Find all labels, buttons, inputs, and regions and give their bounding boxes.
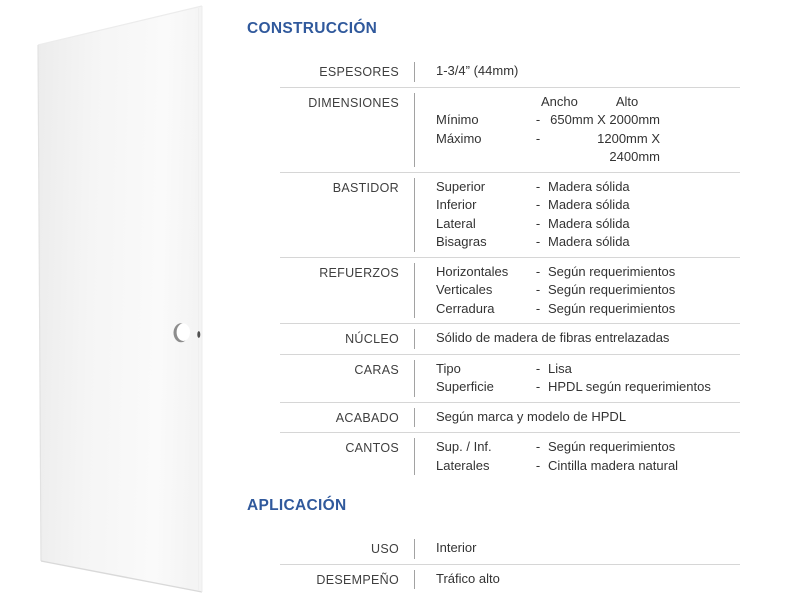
table-row — [247, 173, 740, 258]
spec-content — [247, 20, 740, 595]
item-value: 650mm X 2000mm — [550, 112, 660, 127]
row-label: REFUERZOS — [247, 263, 415, 319]
item-value: Lisa — [548, 360, 572, 376]
item-value: Madera sólida — [548, 234, 630, 249]
row-content — [415, 408, 740, 428]
item-value: Madera sólida — [548, 215, 630, 231]
door-product-image — [0, 0, 240, 600]
spec-item — [436, 130, 740, 167]
item-name: Cerradura — [436, 300, 495, 316]
item-value: Según requerimientos — [548, 282, 676, 297]
table-row — [247, 355, 740, 403]
row-label: DIMENSIONES — [247, 93, 415, 167]
row-content — [415, 570, 740, 590]
item-value: Según requerimientos — [548, 263, 676, 279]
item-name: Horizontales — [436, 263, 509, 279]
spec-item — [436, 178, 740, 197]
dims-col-header-ancho: Ancho — [541, 93, 578, 109]
row-content — [415, 539, 740, 559]
table-row — [247, 565, 740, 596]
item-name: Laterales — [436, 457, 490, 473]
item-name: Mínimo — [436, 112, 479, 127]
item-name: Verticales — [436, 282, 493, 297]
item-separator: - — [535, 457, 541, 473]
item-name: Sup. / Inf. — [436, 439, 492, 454]
spec-item — [436, 281, 740, 300]
item-value: Según requerimientos — [548, 300, 676, 316]
item-value: Cintilla madera natural — [548, 457, 679, 473]
table-row — [247, 528, 740, 565]
item-separator: - — [535, 439, 541, 454]
item-value: Madera sólida — [548, 178, 630, 194]
item-name: Superficie — [436, 379, 494, 394]
item-name: Tipo — [436, 360, 461, 376]
item-separator: - — [535, 112, 541, 127]
spec-item — [436, 360, 740, 379]
item-separator: - — [535, 197, 541, 212]
item-value: 1200mm X 2400mm — [597, 130, 660, 164]
spec-item — [436, 457, 740, 476]
row-label: DESEMPEÑO — [247, 570, 415, 590]
item-value: HPDL según requerimientos — [548, 379, 711, 394]
spec-item — [436, 111, 740, 130]
section-title: APLICACIÓN — [247, 497, 347, 514]
row-label: ESPESORES — [247, 62, 415, 82]
table-row — [247, 258, 740, 325]
item-separator: - — [535, 379, 541, 394]
spec-item — [436, 196, 740, 215]
dims-col-header-alto: Alto — [615, 93, 639, 109]
item-separator: - — [535, 130, 541, 146]
item-separator: - — [535, 282, 541, 297]
item-name: Lateral — [436, 215, 476, 231]
item-name: Bisagras — [436, 234, 487, 249]
edge-latch-bore — [197, 331, 200, 338]
row-label: ACABADO — [247, 408, 415, 428]
row-content — [415, 263, 740, 319]
dims-column-headers — [436, 93, 740, 112]
section-title: CONSTRUCCIÓN — [247, 20, 378, 37]
spec-item — [436, 263, 740, 282]
row-value: Tráfico alto — [436, 570, 500, 586]
door-face — [38, 6, 202, 592]
item-separator: - — [535, 263, 541, 279]
spec-item — [436, 378, 740, 397]
row-label: BASTIDOR — [247, 178, 415, 252]
item-name: Máximo — [436, 130, 482, 146]
row-content — [415, 329, 740, 349]
row-value: Según marca y modelo de HPDL — [436, 408, 627, 424]
spec-item — [436, 233, 740, 252]
row-value: Sólido de madera de fibras entrelazadas — [436, 330, 670, 345]
spec-item — [436, 215, 740, 234]
table-row — [247, 88, 740, 173]
row-label: USO — [247, 539, 415, 559]
table-row — [247, 51, 740, 88]
item-name: Superior — [436, 178, 486, 194]
row-content — [415, 62, 740, 82]
row-label: NÚCLEO — [247, 329, 415, 349]
item-separator: - — [535, 234, 541, 249]
spec-item — [436, 300, 740, 319]
item-separator: - — [535, 300, 541, 316]
row-content — [415, 178, 740, 252]
spec-table — [247, 528, 740, 595]
item-separator: - — [535, 360, 541, 376]
row-value: 1-3/4” (44mm) — [436, 63, 519, 78]
item-value: Según requerimientos — [548, 439, 676, 454]
row-content — [415, 438, 740, 475]
row-content — [415, 93, 740, 167]
table-row — [247, 324, 740, 355]
item-name: Inferior — [436, 197, 477, 212]
row-value: Interior — [436, 540, 477, 555]
item-value: Madera sólida — [548, 197, 630, 212]
spec-section — [247, 497, 740, 595]
item-separator: - — [535, 178, 541, 194]
row-label: CARAS — [247, 360, 415, 397]
item-separator: - — [535, 215, 541, 231]
spec-item — [436, 438, 740, 457]
spec-section — [247, 20, 740, 481]
table-row — [247, 403, 740, 434]
spec-table — [247, 51, 740, 481]
row-content — [415, 360, 740, 397]
table-row — [247, 433, 740, 481]
row-label: CANTOS — [247, 438, 415, 475]
